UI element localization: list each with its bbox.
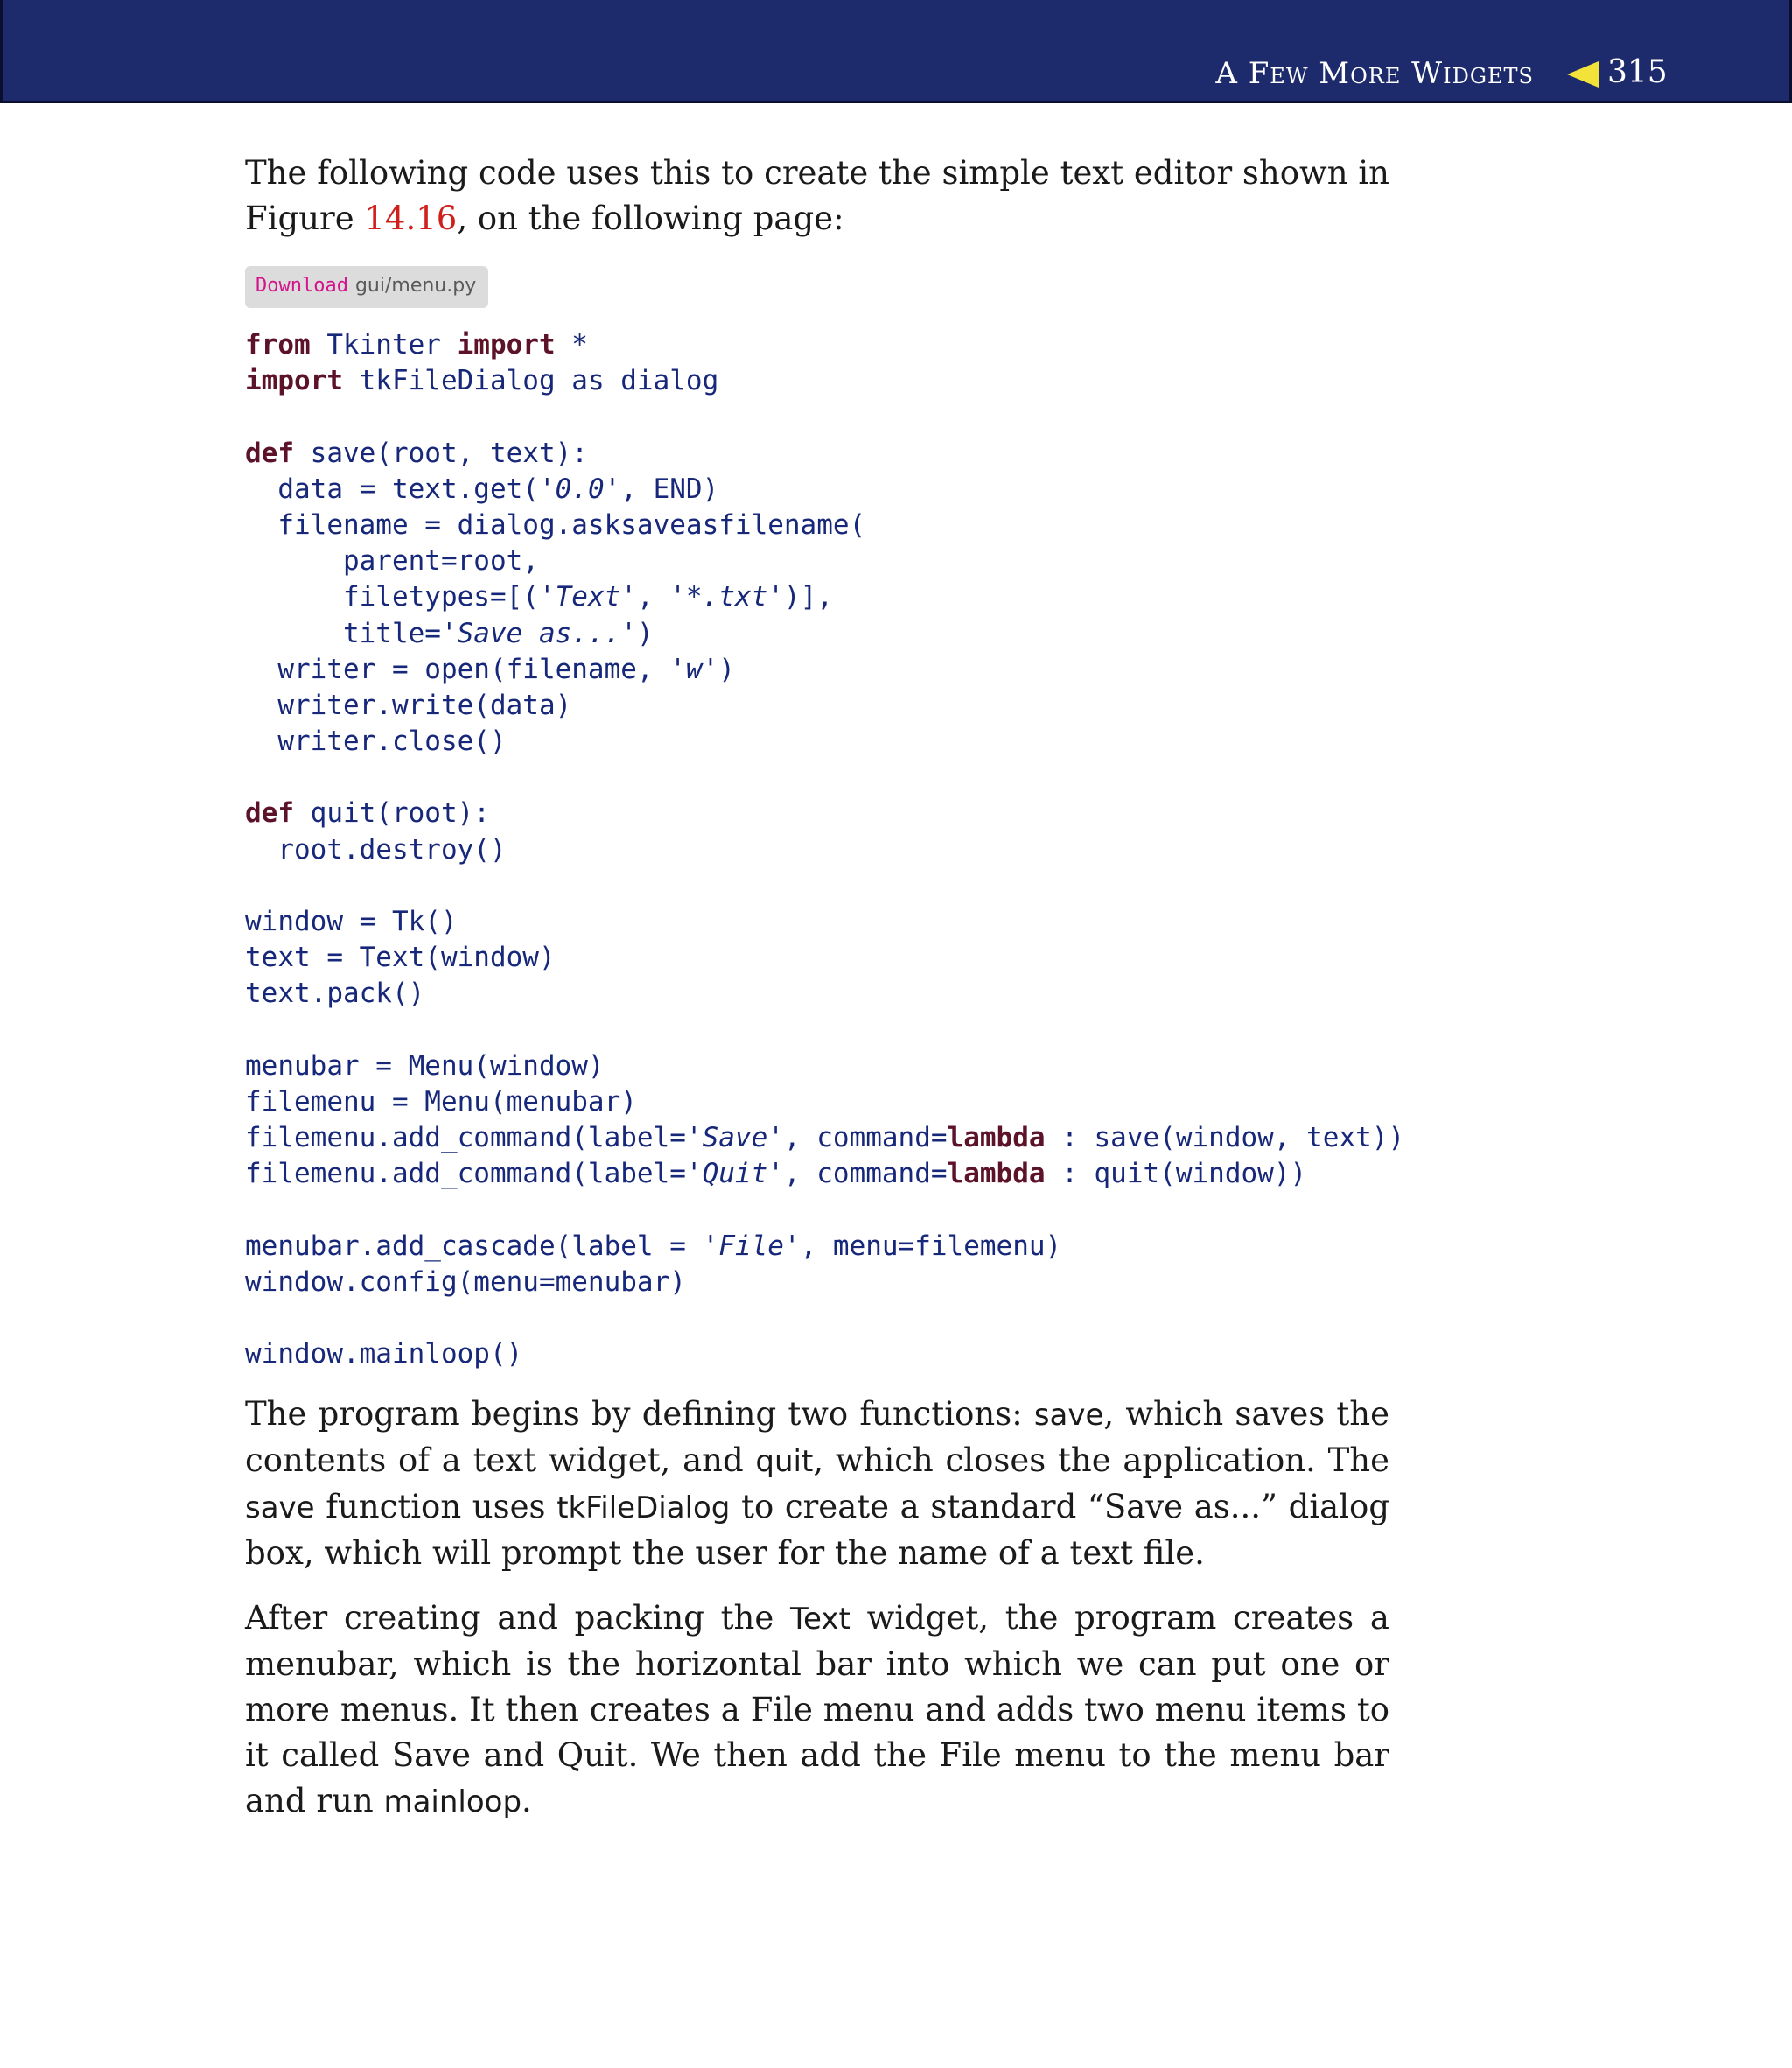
code-token: Tkinter: [310, 329, 458, 361]
code-token: , command=: [783, 1158, 948, 1190]
code-token: ,: [636, 581, 670, 613]
back-arrow-icon[interactable]: [1567, 61, 1599, 88]
code-string: 'Save': [685, 1122, 784, 1154]
code-line: [245, 760, 1390, 796]
code-keyword: import: [457, 329, 556, 361]
code-token: )],: [783, 581, 833, 613]
code-string: '0.0': [538, 473, 621, 505]
code-line: [245, 1265, 1390, 1300]
code-token: , menu=filemenu): [800, 1230, 1062, 1262]
explanation-paragraph: The program begins by defining two functions: save, which saves the contents of a text widget, and quit, which closes the application. The save function uses tkFileDialog to create a standard “Save as...” dialog box, which will prompt the user for the name of a text file.: [245, 1395, 1390, 1573]
code-token: filemenu.add_command(label=: [245, 1122, 686, 1154]
code-line: [245, 796, 1390, 831]
code-string: 'File': [702, 1230, 801, 1262]
code-token: filename = dialog.asksaveasfilename(: [245, 508, 866, 541]
code-token: data = text.get(: [245, 473, 539, 505]
code-line: [245, 508, 1390, 543]
code-token: menubar.add_cascade(label =: [245, 1230, 703, 1262]
menubar-paragraph: After creating and packing the Text widget, the program creates a menubar, which is the horizontal bar into which we can put one or more menus. It then creates a File menu and adds two menu items to it called Save and Quit. We then add the File menu to the menu bar and run mainloop.: [245, 1599, 1390, 1820]
code-token: quit(root):: [294, 797, 490, 830]
code-token: parent=root,: [245, 545, 539, 578]
code-keyword: def: [245, 797, 294, 830]
code-token: title=: [245, 617, 441, 649]
code-token: window = Tk(): [245, 906, 458, 937]
code-token: ): [636, 617, 654, 649]
code-line: [245, 832, 1390, 868]
code-token: window.mainloop(): [245, 1338, 523, 1370]
code-token: *: [555, 329, 588, 361]
download-link[interactable]: [245, 266, 488, 308]
code-keyword: from: [245, 329, 311, 361]
code-token: filetypes=[(: [245, 581, 539, 613]
code-line: [245, 868, 1390, 904]
code-token: filemenu = Menu(menubar): [245, 1085, 637, 1118]
inline-code-tkfiledialog: tkFileDialog: [556, 1490, 731, 1526]
inline-code-save-2: save: [245, 1490, 315, 1526]
code-line: [245, 1013, 1390, 1048]
code-keyword: lambda: [947, 1158, 1046, 1190]
inline-code-text: Text: [790, 1602, 850, 1637]
code-token: tkFileDialog as dialog: [342, 365, 719, 397]
code-line: [245, 724, 1390, 760]
page-number: 315: [1607, 54, 1668, 90]
code-line: [245, 652, 1390, 688]
code-token: window.config(menu=menubar): [245, 1265, 686, 1298]
code-token: ): [718, 653, 735, 685]
code-line: [245, 940, 1390, 976]
code-keyword: lambda: [947, 1122, 1046, 1154]
code-token: filemenu.add_command(label=: [245, 1158, 686, 1190]
code-line: [245, 616, 1390, 652]
code-line: [245, 1193, 1390, 1229]
page-body: [245, 151, 1405, 1825]
code-line: [245, 1156, 1390, 1192]
code-token: : quit(window)): [1045, 1158, 1307, 1190]
code-line: [245, 1229, 1390, 1265]
code-line: [245, 1336, 1390, 1372]
figure-reference-link[interactable]: 14.16: [364, 200, 458, 237]
code-string: '*.txt': [669, 581, 784, 613]
code-line: [245, 579, 1390, 615]
download-label: Download: [256, 275, 348, 297]
code-line: [245, 1300, 1390, 1336]
code-line: [245, 472, 1390, 508]
code-token: menubar = Menu(window): [245, 1049, 605, 1082]
inline-code-quit: quit: [755, 1444, 814, 1480]
code-token: text.pack(): [245, 978, 425, 1010]
code-line: [245, 543, 1390, 579]
code-line: [245, 1120, 1405, 1156]
code-line: [245, 327, 1390, 363]
code-token: writer = open(filename,: [245, 653, 670, 685]
code-token: save(root, text):: [294, 437, 588, 469]
intro-paragraph: The following code uses this to create the simple text editor shown in Figure 14.16, on the following page:: [245, 154, 1390, 237]
code-line: [245, 1048, 1390, 1084]
code-token: writer.write(data): [245, 689, 572, 721]
code-line: [245, 399, 1390, 435]
download-path: gui/menu.py: [354, 275, 477, 297]
code-token: , command=: [783, 1122, 948, 1154]
code-string: 'Save as...': [440, 617, 637, 649]
code-line: [245, 904, 1390, 940]
code-string: 'Text': [538, 581, 637, 613]
code-token: root.destroy(): [245, 833, 507, 866]
code-keyword: import: [245, 365, 343, 397]
code-line: [245, 436, 1390, 472]
code-string: 'w': [669, 653, 719, 685]
page-header: [0, 0, 1792, 103]
code-token: text = Text(window): [245, 942, 556, 974]
code-string: 'Quit': [685, 1158, 784, 1190]
code-listing: [245, 327, 1405, 1372]
code-line: [245, 1084, 1390, 1120]
code-line: [245, 976, 1390, 1012]
inline-code-mainloop: mainloop: [383, 1784, 522, 1820]
code-line: [245, 688, 1390, 724]
code-token: writer.close(): [245, 726, 507, 758]
code-line: [245, 363, 1390, 399]
running-head-title: A Few More Widgets: [1215, 56, 1534, 91]
code-token: , END): [620, 473, 719, 505]
inline-code-save: save: [1033, 1398, 1104, 1434]
code-token: : save(window, text)): [1045, 1122, 1405, 1154]
code-keyword: def: [245, 437, 294, 469]
